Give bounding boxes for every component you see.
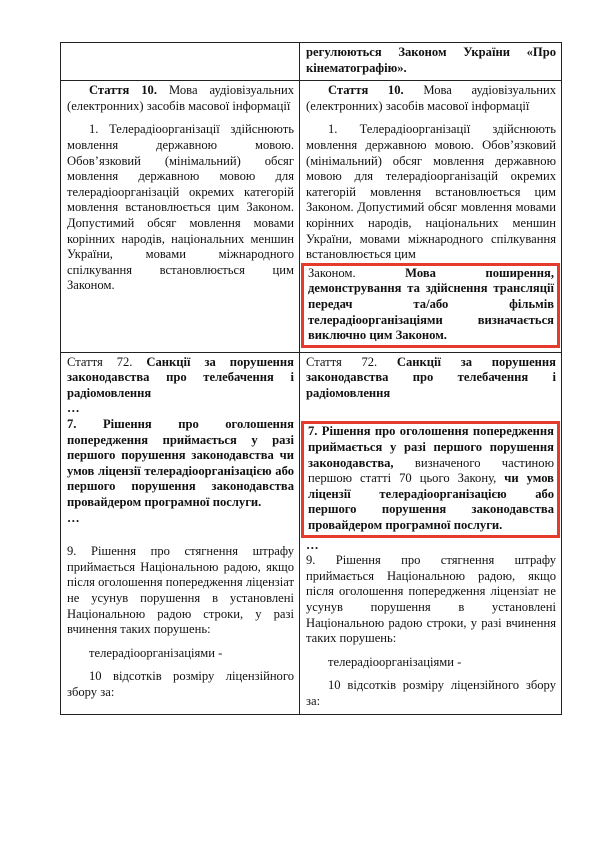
article10-heading-new: Мова аудіовізуальних (електронних) засобів масової інформації <box>306 83 556 113</box>
ellipsis: … <box>67 401 80 416</box>
article72-title-new <box>306 355 556 402</box>
boxed-bold-text: Мова поширення, демонстрування та здійснення трансляції передач та/або фільмів телерадіоорганізаціями визначається виключно цим Законом. <box>308 265 554 343</box>
row1-right-text: регулюються Законом України «Про кінематографію». <box>306 45 556 75</box>
article72-item9-sub1-new: телерадіоорганізаціями - <box>328 654 462 669</box>
article10-title-new <box>306 83 556 114</box>
article72-item9-sub2-new: 10 відсотків розміру ліцензійного збору за: <box>306 678 556 708</box>
article72-number-new: Стаття 72. <box>306 354 397 369</box>
row2-right-cell <box>300 81 562 353</box>
table-row <box>61 43 562 81</box>
article72-item9-sub1: телерадіоорганізаціями - <box>89 645 223 660</box>
article72-item7: 7. Рішення про оголошення попередження приймається у разі першого порушення законодавства чи умов ліцензії телерадіоорганізацією або першого порушення законодавства провайдером програмної послуги. <box>67 417 294 510</box>
row3-right-cell <box>300 352 562 714</box>
article10-title <box>67 83 294 114</box>
row1-left-cell <box>61 43 300 81</box>
article10-number-new: Стаття 10. <box>328 83 404 98</box>
article72-item9-sub2: 10 відсотків розміру ліцензійного збору за: <box>67 669 294 699</box>
article10-para1: 1. Телерадіоорганізації здійснюють мовлення державною мовою. Обов’язковий (мінімальний) обсяг мовлення державною мовою для телерадіоорганізацій окремих категорій мовлення встановлюється цим Законом. Допустимий обсяг мовлення мовами корінних народів, національних меншин України, мовами міжнародного спілкування встановлюється цим Законом. <box>67 122 294 293</box>
item7-plain-part: визначеного частиною першою статті 70 цього Закону, <box>308 455 554 486</box>
highlight-box <box>301 421 560 537</box>
row1-right-cell <box>300 43 562 81</box>
article10-para1-new: 1. Телерадіоорганізації здійснюють мовлення державною мовою. Обов’язковий (мінімальний) обсяг мовлення державною мовою для телерадіоорганізацій окремих категорій мовлення встановлюється цим Законом. Допустимий обсяг мовлення мовами корінних народів, національних меншин України, мовами міжнародного спілкування встановлюється цим <box>306 122 556 262</box>
item7-bold-part1: 7. Рішення про оголошення попередження приймається у разі першого порушення законодавства, <box>308 424 554 470</box>
article72-item9-new: 9. Рішення про стягнення штрафу приймається Національною радою, якщо після оголошення попередження ліцензіат не усунув порушення в установлені Національною радою строки, у разі вчинення таких порушень: <box>306 553 556 646</box>
article72-title <box>67 355 294 402</box>
article10-heading: Мова аудіовізуальних (електронних) засобів масової інформації <box>67 83 294 113</box>
article72-heading: Санкції за порушення законодавства про телебачення і радіомовлення <box>67 354 294 400</box>
highlight-box <box>301 263 560 348</box>
row3-left-cell <box>61 352 300 714</box>
boxed-plain-text: Законом. <box>308 265 406 280</box>
ellipsis: … <box>306 537 319 552</box>
ellipsis: … <box>67 510 80 525</box>
row2-left-cell <box>61 81 300 353</box>
article72-heading-new: Санкції за порушення законодавства про телебачення і радіомовлення <box>306 354 556 400</box>
table-row <box>61 81 562 353</box>
article72-number: Стаття 72. <box>67 354 147 369</box>
article10-number: Стаття 10. <box>89 83 157 98</box>
table-row <box>61 352 562 714</box>
item7-bold-part2: чи умов ліцензії телерадіоорганізацією або першого порушення законодавства провайдером програмної послуги. <box>308 471 554 533</box>
comparison-table <box>60 42 562 715</box>
article72-item9: 9. Рішення про стягнення штрафу приймається Національною радою, якщо після оголошення попередження ліцензіат не усунув порушення в установлені Національною радою строки, у разі вчинення таких порушень: <box>67 544 294 637</box>
